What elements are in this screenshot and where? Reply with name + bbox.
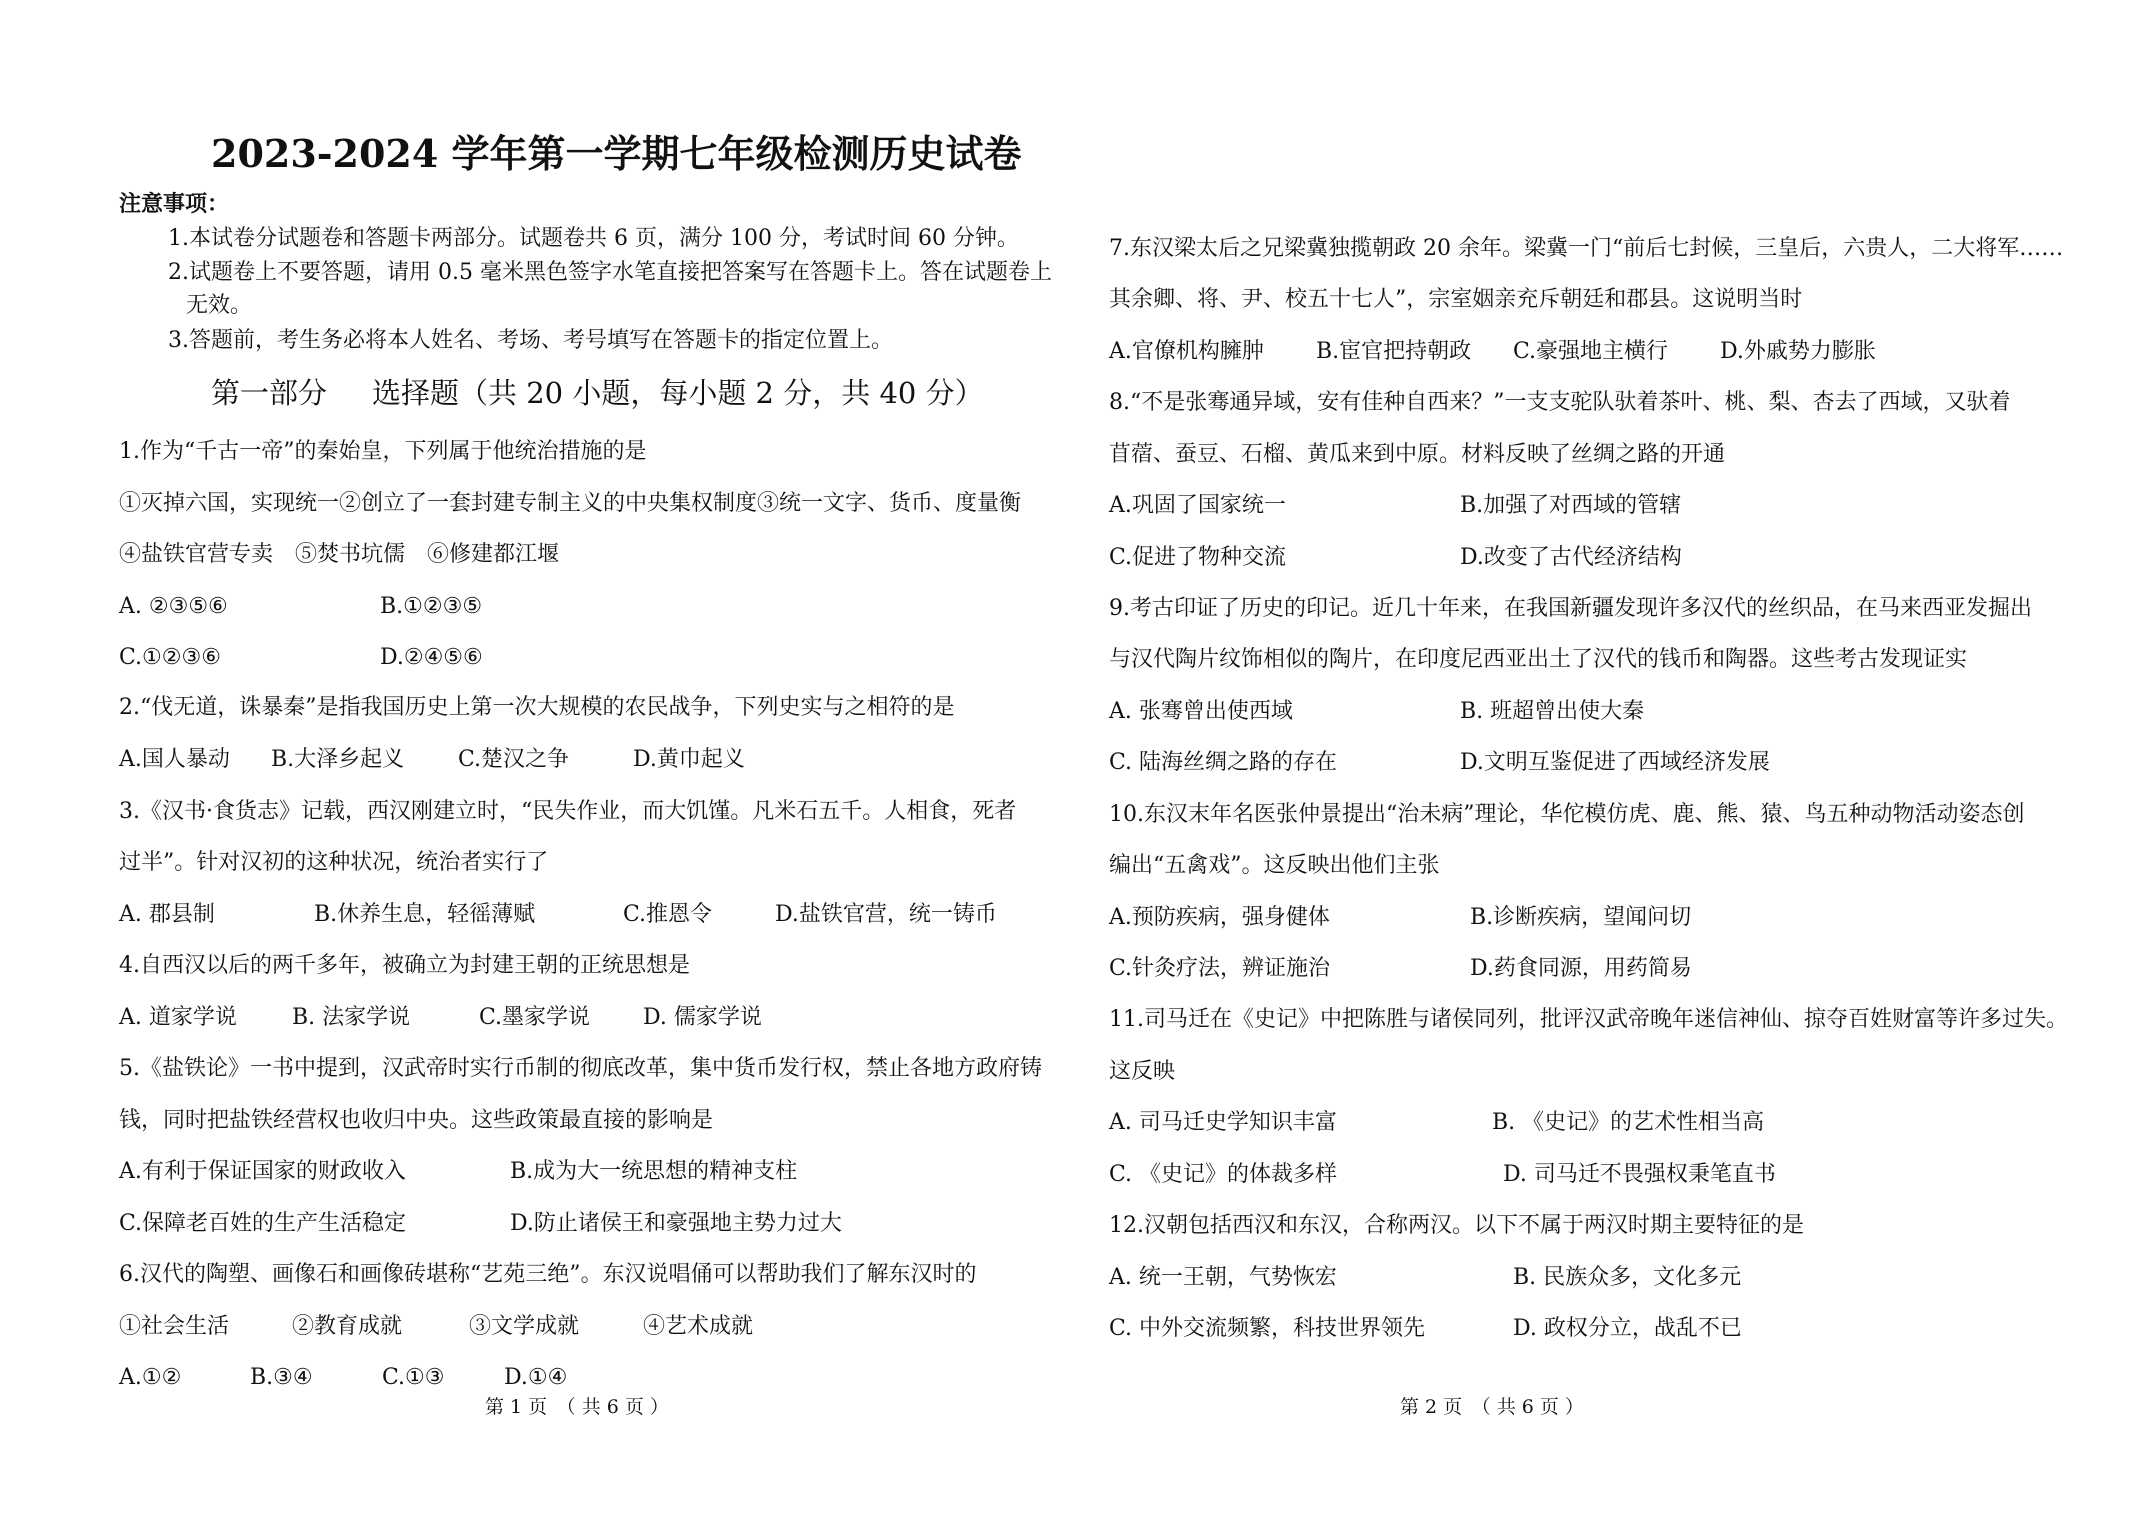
note-item: 2.试题卷上不要答题，请用 0.5 毫米黑色签字水笔直接把答案写在答题卡上。答在试题卷上 bbox=[168, 260, 1052, 285]
question-2-option-c: C.楚汉之争 bbox=[458, 747, 570, 772]
exam-title: 2023-2024 学年第一学期七年级检测历史试卷 bbox=[211, 131, 1022, 176]
question-6-option-b: B.③④ bbox=[250, 1365, 313, 1390]
question-6-option-d: D.①④ bbox=[504, 1365, 568, 1390]
question-2-option-d: D.黄巾起义 bbox=[633, 747, 745, 772]
question-9-option-a: A. 张骞曾出使西域 bbox=[1109, 699, 1293, 724]
question-10-option-c: C.针灸疗法，辨证施治 bbox=[1109, 956, 1331, 981]
question-4-stem: 4.自西汉以后的两千多年，被确立为封建王朝的正统思想是 bbox=[119, 953, 690, 978]
question-7-option-c: C.豪强地主横行 bbox=[1513, 339, 1669, 364]
question-3-option-b: B.休养生息，轻徭薄赋 bbox=[314, 902, 536, 927]
question-4-option-b: B. 法家学说 bbox=[292, 1005, 411, 1030]
question-5-option-a: A.有利于保证国家的财政收入 bbox=[119, 1159, 406, 1184]
note-item: 1.本试卷分试题卷和答题卡两部分。试题卷共 6 页，满分 100 分，考试时间 60 分钟。 bbox=[168, 226, 1019, 251]
question-12-option-c: C. 中外交流频繁，科技世界领先 bbox=[1109, 1316, 1426, 1341]
section-description: 选择题（共 20 小题，每小题 2 分，共 40 分） bbox=[372, 376, 984, 410]
question-7-option-a: A.官僚机构臃肿 bbox=[1109, 339, 1264, 364]
question-5-stem: 钱，同时把盐铁经营权也收归中央。这些政策最直接的影响是 bbox=[119, 1108, 714, 1133]
question-5-option-d: D.防止诸侯王和豪强地主势力过大 bbox=[510, 1211, 842, 1236]
question-2-option-b: B.大泽乡起义 bbox=[271, 747, 405, 772]
question-1-stem: 1.作为“千古一帝”的秦始皇，下列属于他统治措施的是 bbox=[119, 439, 647, 464]
note-item: 无效。 bbox=[186, 293, 253, 318]
question-8-stem: 8.“不是张骞通异域，安有佳种自西来？”一支支驼队驮着茶叶、桃、梨、杏去了西域，又驮着 bbox=[1109, 390, 2011, 415]
question-9-stem: 9.考古印证了历史的印记。近几十年来，在我国新疆发现许多汉代的丝织品，在马来西亚发掘出 bbox=[1109, 596, 2032, 621]
question-11-stem: 这反映 bbox=[1109, 1059, 1176, 1084]
question-10-option-a: A.预防疾病，强身健体 bbox=[1109, 905, 1330, 930]
question-8-stem: 苜蓿、蚕豆、石榴、黄瓜来到中原。材料反映了丝绸之路的开通 bbox=[1109, 442, 1726, 467]
question-9-option-d: D.文明互鉴促进了西域经济发展 bbox=[1460, 750, 1770, 775]
question-9-stem: 与汉代陶片纹饰相似的陶片，在印度尼西亚出土了汉代的钱币和陶器。这些考古发现证实 bbox=[1109, 647, 1968, 672]
question-4-option-a: A. 道家学说 bbox=[119, 1005, 237, 1030]
question-10-stem: 编出“五禽戏”。这反映出他们主张 bbox=[1109, 853, 1440, 878]
question-8-option-b: B.加强了对西域的管辖 bbox=[1460, 493, 1682, 518]
question-1-option-a: A. ②③⑤⑥ bbox=[119, 594, 228, 619]
question-1-option-c: C.①②③⑥ bbox=[119, 645, 221, 670]
question-9-option-c: C. 陆海丝绸之路的存在 bbox=[1109, 750, 1338, 775]
question-8-option-a: A.巩固了国家统一 bbox=[1109, 493, 1286, 518]
note-item: 3.答题前，考生务必将本人姓名、考场、考号填写在答题卡的指定位置上。 bbox=[168, 328, 893, 353]
page-footer-left: 第 1 页 （ 共 6 页 ） bbox=[485, 1396, 669, 1418]
section-part: 第一部分 bbox=[211, 376, 328, 410]
question-8-option-d: D.改变了古代经济结构 bbox=[1460, 545, 1682, 570]
question-10-option-b: B.诊断疾病，望闻问切 bbox=[1470, 905, 1692, 930]
question-5-option-c: C.保障老百姓的生产生活稳定 bbox=[119, 1211, 407, 1236]
question-11-option-d: D. 司马迁不畏强权秉笔直书 bbox=[1503, 1162, 1776, 1187]
question-3-option-c: C.推恩令 bbox=[623, 902, 713, 927]
question-8-option-c: C.促进了物种交流 bbox=[1109, 545, 1287, 570]
question-2-option-a: A.国人暴动 bbox=[119, 747, 230, 772]
question-12-stem: 12.汉朝包括西汉和东汉，合称两汉。以下不属于两汉时期主要特征的是 bbox=[1109, 1213, 1804, 1238]
question-7-stem: 其余卿、将、尹、校五十七人”，宗室姻亲充斥朝廷和郡县。这说明当时 bbox=[1109, 287, 1803, 312]
question-3-option-a: A. 郡县制 bbox=[119, 902, 215, 927]
question-1-option-b: B.①②③⑤ bbox=[380, 594, 483, 619]
question-6-item: ①社会生活 bbox=[119, 1314, 230, 1339]
question-7-option-b: B.宦官把持朝政 bbox=[1316, 339, 1472, 364]
question-4-option-c: C.墨家学说 bbox=[479, 1005, 591, 1030]
question-11-stem: 11.司马迁在《史记》中把陈胜与诸侯同列，批评汉武帝晚年迷信神仙、掠夺百姓财富等许多过失。 bbox=[1109, 1007, 2068, 1032]
question-2-stem: 2.“伐无道，诛暴秦”是指我国历史上第一次大规模的农民战争，下列史实与之相符的是 bbox=[119, 695, 955, 720]
question-9-option-b: B. 班超曾出使大秦 bbox=[1460, 699, 1645, 724]
question-7-stem: 7.东汉梁太后之兄梁冀独揽朝政 20 余年。梁冀一门“前后七封候，三皇后，六贵人，二大将军…… bbox=[1109, 236, 2064, 261]
question-6-option-a: A.①② bbox=[119, 1365, 182, 1390]
question-3-stem: 过半”。针对汉初的这种状况，统治者实行了 bbox=[119, 850, 549, 875]
question-4-option-d: D. 儒家学说 bbox=[643, 1005, 762, 1030]
question-11-option-c: C. 《史记》的体裁多样 bbox=[1109, 1162, 1338, 1187]
question-12-option-a: A. 统一王朝，气势恢宏 bbox=[1109, 1265, 1337, 1290]
question-3-option-d: D.盐铁官营，统一铸币 bbox=[775, 902, 997, 927]
question-11-option-a: A. 司马迁史学知识丰富 bbox=[1109, 1110, 1337, 1135]
question-10-stem: 10.东汉末年名医张仲景提出“治未病”理论，华佗模仿虎、鹿、熊、猿、鸟五种动物活动姿态创 bbox=[1109, 802, 2025, 827]
question-5-option-b: B.成为大一统思想的精神支柱 bbox=[510, 1159, 798, 1184]
question-6-item: ③文学成就 bbox=[469, 1314, 580, 1339]
page-footer-right: 第 2 页 （ 共 6 页 ） bbox=[1400, 1396, 1584, 1418]
question-6-stem: 6.汉代的陶塑、画像石和画像砖堪称“艺苑三绝”。东汉说唱俑可以帮助我们了解东汉时的 bbox=[119, 1262, 977, 1287]
question-1-items: ④盐铁官营专卖 ⑤焚书坑儒 ⑥修建都江堰 bbox=[119, 542, 560, 567]
question-6-item: ④艺术成就 bbox=[643, 1314, 754, 1339]
question-1-items: ①灭掉六国，实现统一②创立了一套封建专制主义的中央集权制度③统一文字、货币、度量衡 bbox=[119, 491, 1022, 516]
question-10-option-d: D.药食同源，用药简易 bbox=[1470, 956, 1692, 981]
question-5-stem: 5.《盐铁论》一书中提到，汉武帝时实行币制的彻底改革，集中货币发行权，禁止各地方政府铸 bbox=[119, 1056, 1042, 1081]
question-6-option-c: C.①③ bbox=[382, 1365, 445, 1390]
question-12-option-b: B. 民族众多，文化多元 bbox=[1513, 1265, 1742, 1290]
question-12-option-d: D. 政权分立，战乱不已 bbox=[1513, 1316, 1742, 1341]
notes-heading: 注意事项： bbox=[119, 192, 230, 217]
question-7-option-d: D.外戚势力膨胀 bbox=[1720, 339, 1876, 364]
question-3-stem: 3.《汉书·食货志》记载，西汉刚建立时，“民失作业，而大饥馑。凡米石五千。人相食，死者 bbox=[119, 799, 1017, 824]
question-1-option-d: D.②④⑤⑥ bbox=[380, 645, 483, 670]
question-6-item: ②教育成就 bbox=[292, 1314, 403, 1339]
question-11-option-b: B. 《史记》的艺术性相当高 bbox=[1492, 1110, 1765, 1135]
